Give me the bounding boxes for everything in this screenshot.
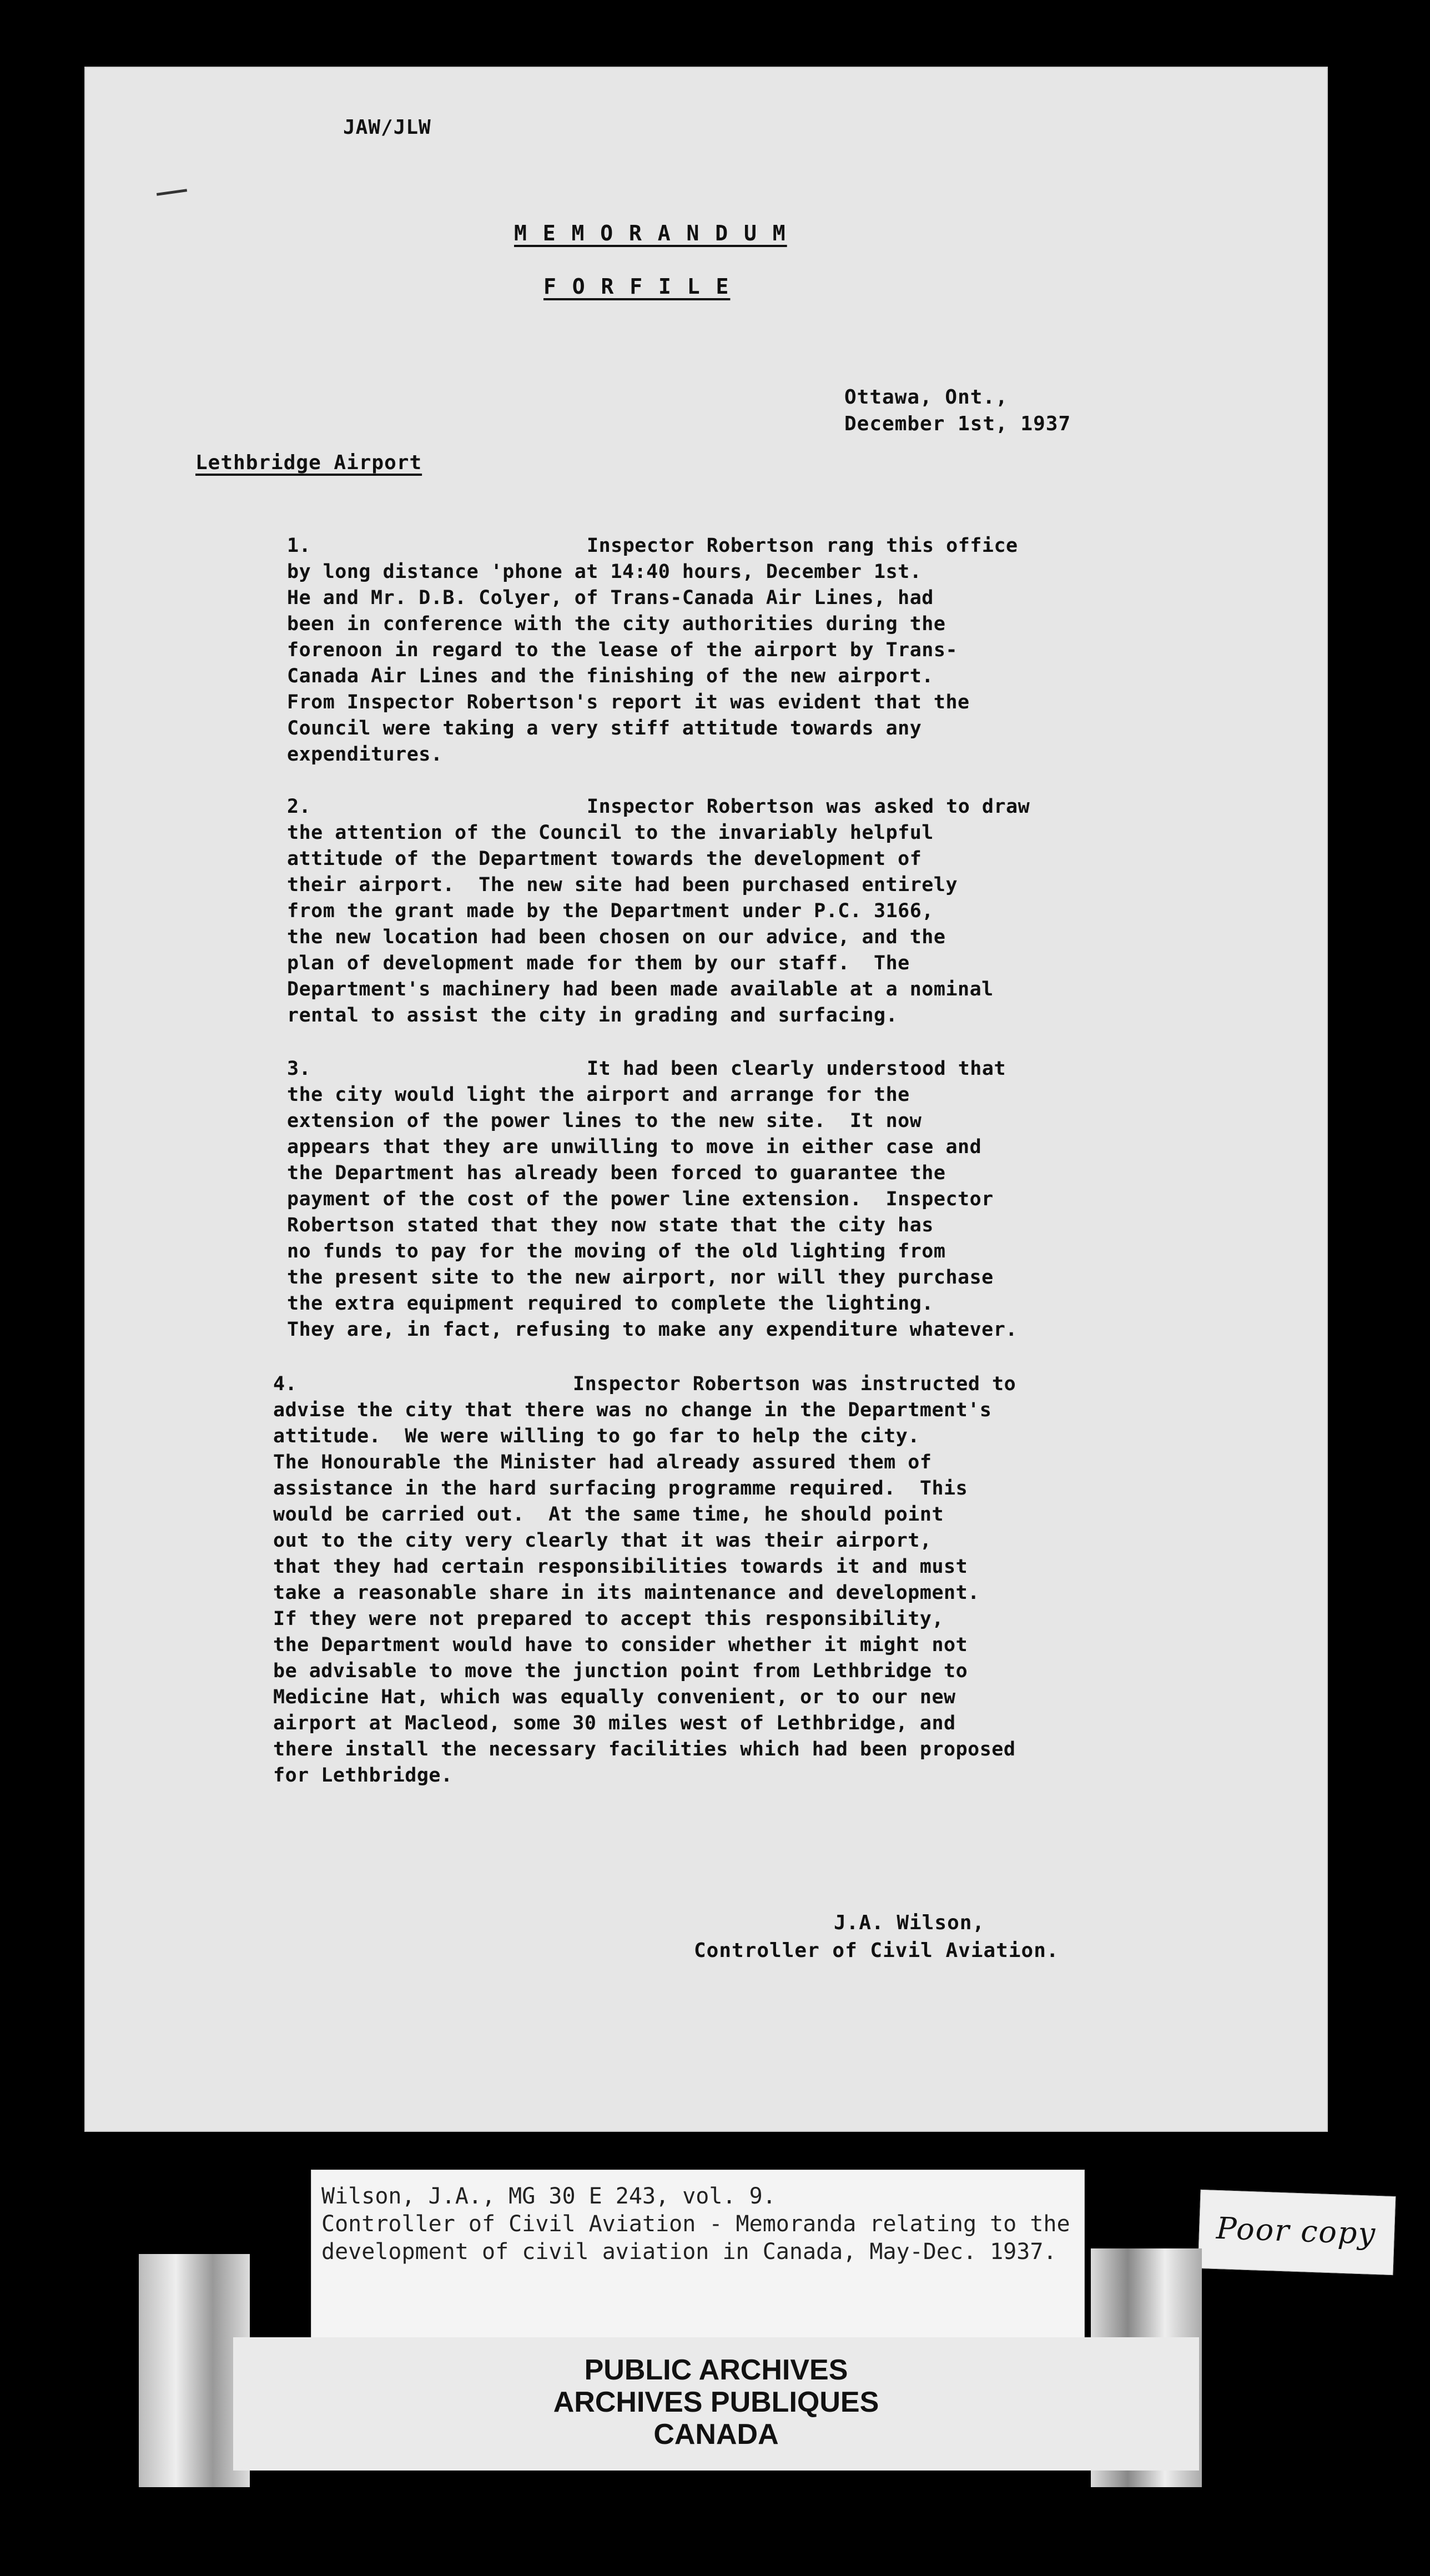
paragraph-3 (287, 1056, 1292, 1343)
paragraph-line: expenditures. (287, 743, 443, 766)
paragraph-line: advise the city that there was no change in the Department's (273, 1399, 992, 1421)
paragraph-line: Department's machinery had been made available at a nominal (287, 978, 994, 1000)
poor-copy-note (1198, 2190, 1396, 2275)
paragraph-line: that they had certain responsibilities towards it and must (273, 1556, 968, 1578)
paragraph-line: the present site to the new airport, nor will they purchase (287, 1266, 994, 1289)
paragraph-line: their airport. The new site had been purchased entirely (287, 874, 958, 896)
paragraph-2 (287, 794, 1292, 1029)
paragraph-line: the extra equipment required to complete the lighting. (287, 1292, 934, 1315)
paragraph-line: the Department would have to consider whether it might not (273, 1634, 968, 1656)
signature-title: Controller of Civil Aviation. (694, 1939, 1059, 1962)
paragraph-line: no funds to pay for the moving of the old lighting from (287, 1240, 946, 1262)
archive-label-line: Wilson, J.A., MG 30 E 243, vol. 9. (321, 2183, 776, 2209)
paragraph-line: Robertson stated that they now state that the city has (287, 1214, 934, 1236)
memo-heading: M E M O R A N D U M (514, 221, 787, 245)
paragraph-number: 2. (287, 796, 311, 818)
paragraph-line: plan of development made for them by our staff. The (287, 952, 910, 974)
paragraph-text: Inspector Robertson rang this office (587, 535, 1018, 557)
paragraph-line (287, 533, 1292, 559)
paragraph-number: 4. (273, 1373, 298, 1395)
paragraph-line: been in conference with the city authorities during the (287, 613, 946, 635)
paragraph-line: appears that they are unwilling to move in either case and (287, 1136, 982, 1158)
signature-name: J.A. Wilson, (834, 1911, 985, 1934)
paragraph-line: Council were taking a very stiff attitude towards any (287, 717, 922, 739)
paragraph-line: rental to assist the city in grading and surfacing. (287, 1004, 898, 1027)
paragraph-line: The Honourable the Minister had already assured them of (273, 1451, 932, 1473)
paragraph-line: the city would light the airport and arrange for the (287, 1084, 910, 1106)
paragraph-line: from the grant made by the Department under P.C. 3166, (287, 900, 934, 922)
paragraph-line: be advisable to move the junction point from Lethbridge to (273, 1660, 968, 1682)
paragraph-line: attitude of the Department towards the development of (287, 848, 922, 870)
poor-copy-text: Poor copy (1216, 2210, 1377, 2251)
paragraph-line: by long distance 'phone at 14:40 hours, December 1st. (287, 561, 922, 583)
paragraph-text: Inspector Robertson was instructed to (573, 1373, 1016, 1395)
paragraph-line: assistance in the hard surfacing programme required. This (273, 1477, 968, 1500)
archive-label-line: development of civil aviation in Canada, May-Dec. 1937. (321, 2239, 1057, 2265)
paragraph-line: the attention of the Council to the invariably helpful (287, 822, 934, 844)
subject-line: Lethbridge Airport (195, 451, 422, 474)
date: December 1st, 1937 (844, 412, 1071, 435)
archives-stamp (233, 2337, 1199, 2471)
paragraph-line: for Lethbridge. (273, 1764, 453, 1787)
stamp-line: CANADA (653, 2418, 779, 2451)
stamp-line: PUBLIC ARCHIVES (584, 2354, 848, 2386)
paragraph-line: They are, in fact, refusing to make any expenditure whatever. (287, 1319, 1018, 1341)
paragraph-line: If they were not prepared to accept this responsibility, (273, 1608, 944, 1630)
ink-mark (157, 189, 190, 195)
paragraph-line: He and Mr. D.B. Colyer, of Trans-Canada Air Lines, had (287, 587, 934, 609)
paragraph-line: extension of the power lines to the new site. It now (287, 1110, 922, 1132)
paragraph-line: the new location had been chosen on our advice, and the (287, 926, 946, 948)
paragraph-number: 3. (287, 1058, 311, 1080)
archive-label (311, 2170, 1085, 2344)
paragraph-line: airport at Macleod, some 30 miles west of Lethbridge, and (273, 1712, 956, 1734)
paragraph-line: out to the city very clearly that it was their airport, (273, 1530, 932, 1552)
paragraph-line: From Inspector Robertson's report it was evident that the (287, 691, 970, 713)
paragraph-1 (287, 533, 1292, 768)
archive-label-line: Controller of Civil Aviation - Memoranda relating to the (321, 2211, 1070, 2237)
paragraph-line: there install the necessary facilities which had been proposed (273, 1738, 1016, 1760)
paragraph-line (287, 1056, 1292, 1082)
paragraph-text: Inspector Robertson was asked to draw (587, 796, 1030, 818)
paragraph-line: Canada Air Lines and the finishing of the new airport. (287, 665, 934, 687)
paragraph-line: take a reasonable share in its maintenance and development. (273, 1582, 980, 1604)
memo-sheet (84, 67, 1328, 2132)
paragraph-line: attitude. We were willing to go far to help the city. (273, 1425, 920, 1447)
paragraph-line: payment of the cost of the power line extension. Inspector (287, 1188, 994, 1210)
paragraph-text: It had been clearly understood that (587, 1058, 1006, 1080)
stamp-line: ARCHIVES PUBLIQUES (553, 2386, 879, 2418)
initials: JAW/JLW (343, 116, 431, 139)
place: Ottawa, Ont., (844, 386, 1008, 409)
paragraph-line: would be carried out. At the same time, he should point (273, 1503, 944, 1526)
paragraph-4 (273, 1371, 1278, 1789)
paragraph-line (287, 794, 1292, 820)
paragraph-line: the Department has already been forced to guarantee the (287, 1162, 946, 1184)
paragraph-line: forenoon in regard to the lease of the airport by Trans- (287, 639, 958, 661)
memo-subheading: F O R F I L E (543, 274, 731, 299)
paragraph-number: 1. (287, 535, 311, 557)
paragraph-line (273, 1371, 1278, 1397)
paragraph-line: Medicine Hat, which was equally convenient, or to our new (273, 1686, 956, 1708)
